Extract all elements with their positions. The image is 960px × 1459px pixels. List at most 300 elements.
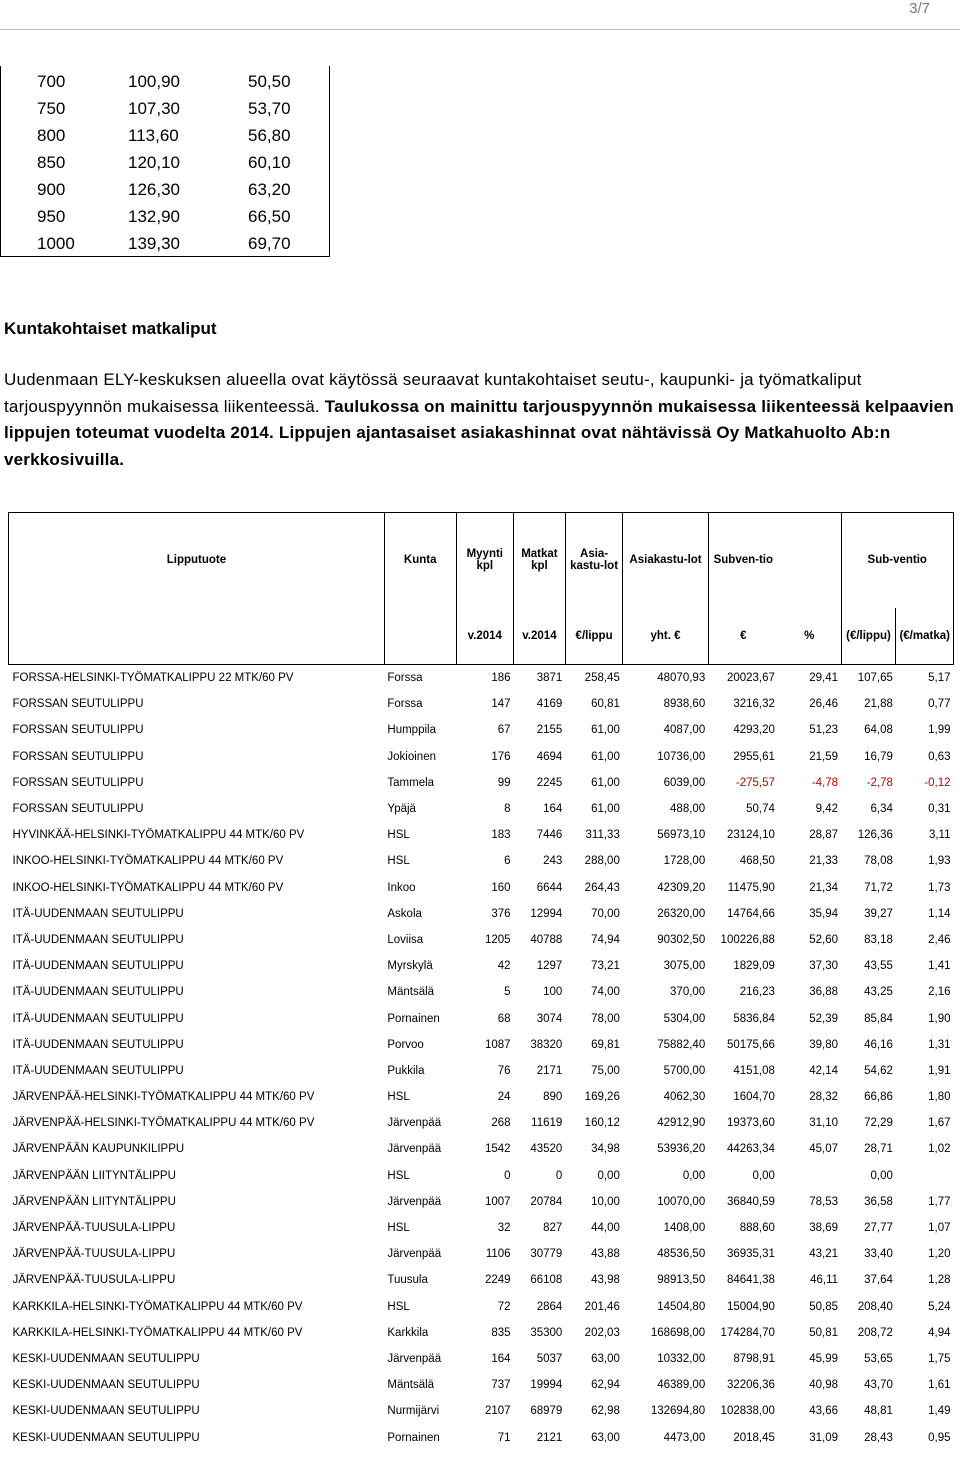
cell-lipputuote: KESKI-UUDENMAAN SEUTULIPPU: [12, 1352, 200, 1365]
cell-value: 835: [491, 1326, 511, 1339]
price-table: [0, 66, 330, 257]
table-row: [9, 1032, 954, 1058]
cell-value: 75882,40: [657, 1038, 706, 1051]
cell-value: 1,20: [928, 1248, 951, 1261]
cell-value: 1,91: [928, 1064, 951, 1077]
cell-value: 78,00: [591, 1012, 620, 1025]
cell-value: 1,49: [928, 1405, 951, 1418]
header-subventio: Subven-tio: [708, 513, 778, 608]
cell-value: 10332,00: [657, 1352, 706, 1365]
cell-value: 0,95: [928, 1431, 951, 1444]
cell-value: 31,09: [809, 1431, 839, 1444]
cell-value: 1007: [484, 1195, 511, 1208]
cell-value: 35300: [530, 1326, 563, 1339]
cell-value: 63,00: [591, 1431, 620, 1444]
cell-value: 43,21: [809, 1248, 839, 1261]
cell-value: [896, 1163, 954, 1189]
cell-value: 3216,32: [733, 698, 775, 711]
subheader-empty-1: [9, 608, 385, 665]
cell-value: 888,60: [739, 1222, 775, 1235]
cell-value: 1,73: [928, 881, 951, 894]
cell-value: 42912,90: [657, 1117, 706, 1130]
cell-value: 51,23: [809, 724, 839, 737]
cell-value: 1,77: [928, 1195, 951, 1208]
header-asiakastulot-lippu: Asia-kastu-lot: [565, 513, 623, 608]
price-cell: 53,70: [248, 99, 291, 118]
cell-kunta: Askola: [387, 907, 422, 920]
cell-value: 6039,00: [663, 776, 706, 789]
cell-value: 28,87: [809, 829, 839, 842]
cell-value: 70,00: [591, 907, 620, 920]
cell-value: 1087: [484, 1038, 511, 1051]
cell-kunta: Humppila: [387, 724, 436, 737]
subheader-asiak-lippu: €/lippu: [565, 608, 623, 665]
header-matkat: Matkat kpl: [514, 513, 566, 608]
cell-value: 62,94: [591, 1379, 620, 1392]
cell-kunta: Järvenpää: [387, 1352, 442, 1365]
cell-value: 83,18: [864, 933, 893, 946]
cell-value: 3871: [536, 672, 563, 685]
cell-value: 268: [491, 1117, 511, 1130]
cell-value: 1,93: [928, 855, 951, 868]
cell-value: 64,08: [864, 724, 893, 737]
cell-value: 1,99: [928, 724, 951, 737]
cell-value: 68: [497, 1012, 511, 1025]
cell-value: 6644: [536, 881, 563, 894]
cell-value: [778, 1163, 841, 1189]
cell-value: -0,12: [924, 776, 951, 789]
cell-value: 30779: [530, 1248, 563, 1261]
cell-kunta: Järvenpää: [387, 1248, 442, 1261]
subheader-empty-2: [384, 608, 456, 665]
subheader-subv-pct: %: [778, 608, 841, 665]
cell-value: 2155: [536, 724, 563, 737]
cell-value: 60,81: [591, 698, 620, 711]
cell-value: 26320,00: [657, 907, 706, 920]
cell-value: 3,11: [928, 829, 951, 842]
cell-value: 164: [491, 1352, 511, 1365]
table-row: [9, 1058, 954, 1084]
cell-value: 370,00: [670, 986, 706, 999]
cell-value: 208,72: [857, 1326, 893, 1339]
table-row: [9, 953, 954, 979]
cell-value: 61,00: [591, 776, 620, 789]
cell-value: 11475,90: [727, 881, 775, 894]
subheader-matkat: v.2014: [514, 608, 566, 665]
cell-value: 20784: [530, 1195, 563, 1208]
cell-kunta: Tuusula: [387, 1274, 428, 1287]
cell-lipputuote: FORSSAN SEUTULIPPU: [12, 724, 144, 737]
table-row: [9, 1241, 954, 1267]
cell-value: 2245: [536, 776, 563, 789]
cell-value: 26,46: [809, 698, 839, 711]
cell-value: 183: [491, 829, 511, 842]
cell-lipputuote: KESKI-UUDENMAAN SEUTULIPPU: [12, 1431, 200, 1444]
cell-lipputuote: JÄRVENPÄÄN LIITYNTÄLIPPU: [12, 1169, 176, 1182]
table-row: [9, 1163, 954, 1189]
cell-kunta: Ypäjä: [387, 803, 416, 816]
cell-value: 100: [543, 986, 563, 999]
cell-value: 4087,00: [663, 724, 706, 737]
cell-value: 0,00: [597, 1169, 620, 1182]
cell-lipputuote: INKOO-HELSINKI-TYÖMATKALIPPU 44 MTK/60 PV: [12, 881, 284, 894]
cell-value: 36935,31: [726, 1248, 775, 1261]
cell-value: 42,14: [809, 1064, 839, 1077]
table-row: [9, 1084, 954, 1110]
cell-lipputuote: ITÄ-UUDENMAAN SEUTULIPPU: [12, 933, 184, 946]
cell-kunta: Järvenpää: [387, 1195, 442, 1208]
cell-value: 890: [543, 1091, 563, 1104]
cell-value: 66,86: [864, 1091, 893, 1104]
subheader-subv-eur: €: [708, 608, 778, 665]
cell-value: 32206,36: [726, 1379, 775, 1392]
cell-value: 1,02: [928, 1143, 951, 1156]
table-row: [9, 979, 954, 1005]
cell-value: 208,40: [857, 1300, 893, 1313]
cell-value: 43,88: [591, 1248, 620, 1261]
cell-value: 1,31: [928, 1038, 951, 1051]
cell-value: 14764,66: [726, 907, 775, 920]
cell-lipputuote: KARKKILA-HELSINKI-TYÖMATKALIPPU 44 MTK/60 PV: [12, 1300, 303, 1313]
subheader-subv-lippu: (€/lippu): [841, 608, 896, 665]
price-row: [1, 122, 329, 149]
cell-value: 38,69: [809, 1222, 839, 1235]
cell-value: 35,94: [809, 907, 839, 920]
cell-value: 0,00: [682, 1169, 706, 1182]
cell-value: 34,98: [591, 1143, 620, 1156]
cell-value: 28,43: [864, 1431, 893, 1444]
price-cell: 113,60: [128, 126, 179, 145]
cell-value: 201,46: [584, 1300, 620, 1313]
cell-value: 62,98: [591, 1405, 620, 1418]
subheader-asiak-yht: yht. €: [623, 608, 708, 665]
price-row: [1, 176, 329, 203]
cell-value: 28,71: [864, 1143, 893, 1156]
cell-value: 2107: [484, 1405, 511, 1418]
table-row: [9, 901, 954, 927]
cell-lipputuote: ITÄ-UUDENMAAN SEUTULIPPU: [12, 986, 184, 999]
cell-value: 43,55: [864, 960, 893, 973]
cell-lipputuote: KESKI-UUDENMAAN SEUTULIPPU: [12, 1379, 200, 1392]
cell-value: 8798,91: [733, 1352, 775, 1365]
cell-value: 160,12: [584, 1117, 620, 1130]
cell-value: 43,66: [809, 1405, 839, 1418]
cell-value: 21,34: [809, 881, 839, 894]
cell-value: 32: [497, 1222, 511, 1235]
table-row: [9, 822, 954, 848]
cell-value: 85,84: [864, 1012, 893, 1025]
cell-lipputuote: FORSSAN SEUTULIPPU: [12, 698, 144, 711]
cell-value: -2,78: [866, 776, 893, 789]
cell-value: 1,67: [928, 1117, 951, 1130]
cell-value: 288,00: [584, 855, 620, 868]
cell-value: -275,57: [735, 776, 775, 789]
table-row: [9, 875, 954, 901]
cell-kunta: HSL: [387, 1091, 410, 1104]
table-row: [9, 1005, 954, 1031]
cell-value: 7446: [536, 829, 563, 842]
header-lipputuote: Lipputuote: [9, 513, 385, 608]
cell-value: 61,00: [591, 803, 620, 816]
cell-value: 100226,88: [720, 933, 775, 946]
cell-value: 243: [543, 855, 563, 868]
cell-value: 84641,38: [726, 1274, 775, 1287]
cell-value: -4,78: [811, 776, 839, 789]
cell-value: 52,60: [809, 933, 839, 946]
header-myynti: Myynti kpl: [456, 513, 514, 608]
ticket-table: [8, 512, 954, 1451]
price-cell: 132,90: [128, 207, 180, 226]
table-row: [9, 1136, 954, 1162]
cell-value: 43520: [530, 1143, 563, 1156]
cell-value: 72: [497, 1300, 511, 1313]
cell-kunta: HSL: [387, 1300, 410, 1313]
table-row: [9, 744, 954, 770]
cell-kunta: Tammela: [387, 776, 435, 789]
cell-kunta: Forssa: [387, 672, 423, 685]
cell-kunta: Mäntsälä: [387, 1379, 435, 1392]
cell-value: 36,58: [864, 1195, 893, 1208]
cell-kunta: Forssa: [387, 698, 423, 711]
price-cell: 50,50: [248, 72, 291, 91]
cell-value: 74,94: [591, 933, 620, 946]
cell-value: 2249: [484, 1274, 511, 1287]
cell-value: 21,33: [809, 855, 839, 868]
price-cell: 139,30: [128, 234, 180, 253]
cell-value: 74,00: [591, 986, 620, 999]
cell-value: 43,70: [864, 1379, 893, 1392]
subheader-subv-matka: (€/matka): [896, 608, 954, 665]
cell-value: 4293,20: [733, 724, 775, 737]
cell-kunta: HSL: [387, 829, 410, 842]
section-title: Kuntakohtaiset matkaliput: [4, 319, 217, 338]
cell-value: 46389,00: [657, 1379, 706, 1392]
cell-value: 19994: [530, 1379, 563, 1392]
cell-value: 50,74: [746, 803, 775, 816]
cell-value: 1542: [484, 1143, 511, 1156]
intro-bold: Taulukossa on mainittu tarjouspyynnön mukaisessa liikenteessä kelpaavien lippujen toteumat vuodelta 2014. Lippujen ajantasaiset asiakashinnat ovat nähtävissä Oy Matkahuolto Ab:n verkkosivuilla.: [4, 396, 954, 469]
cell-value: 11619: [531, 1117, 563, 1130]
cell-value: 2018,45: [733, 1431, 775, 1444]
table-row: [9, 691, 954, 717]
price-row: [1, 230, 329, 257]
cell-kunta: Jokioinen: [387, 750, 436, 763]
cell-value: 4169: [536, 698, 563, 711]
cell-value: 126,36: [857, 829, 893, 842]
price-row: [1, 203, 329, 230]
price-cell: 107,30: [128, 99, 180, 118]
table-row: [9, 1267, 954, 1293]
cell-kunta: HSL: [387, 1222, 410, 1235]
cell-value: 71: [497, 1431, 511, 1444]
cell-value: 36,88: [809, 986, 839, 999]
cell-value: 28,32: [809, 1091, 839, 1104]
table-row: [9, 1424, 954, 1450]
cell-value: 8: [504, 803, 511, 816]
cell-value: 737: [491, 1379, 511, 1392]
cell-lipputuote: JÄRVENPÄÄN KAUPUNKILIPPU: [12, 1143, 185, 1156]
cell-value: 1,80: [928, 1091, 951, 1104]
table-row: [9, 665, 954, 692]
table-row: [9, 770, 954, 796]
cell-value: 0,77: [928, 698, 951, 711]
cell-value: 5: [504, 986, 511, 999]
table-row: [9, 1294, 954, 1320]
cell-lipputuote: FORSSA-HELSINKI-TYÖMATKALIPPU 22 MTK/60 PV: [12, 672, 294, 685]
table-row: [9, 927, 954, 953]
cell-value: 1,14: [928, 907, 951, 920]
cell-value: 147: [491, 698, 511, 711]
cell-value: 2864: [536, 1300, 563, 1313]
cell-kunta: Nurmijärvi: [387, 1405, 440, 1418]
cell-value: 0,63: [928, 750, 951, 763]
cell-value: 40,98: [809, 1379, 839, 1392]
cell-value: 169,26: [584, 1091, 620, 1104]
cell-value: 6,34: [870, 803, 893, 816]
cell-value: 258,45: [584, 672, 620, 685]
cell-value: 1205: [484, 933, 511, 946]
cell-value: 0,00: [870, 1169, 893, 1182]
cell-kunta: HSL: [387, 1169, 410, 1182]
price-cell: 126,30: [128, 180, 180, 199]
cell-kunta: Myrskylä: [387, 960, 433, 973]
cell-value: 16,79: [864, 750, 893, 763]
cell-value: 6: [504, 855, 511, 868]
cell-value: 23124,10: [726, 829, 775, 842]
cell-kunta: Inkoo: [387, 881, 416, 894]
cell-value: 73,21: [591, 960, 620, 973]
cell-value: 5700,00: [663, 1064, 706, 1077]
cell-lipputuote: FORSSAN SEUTULIPPU: [12, 803, 144, 816]
cell-value: 1,90: [928, 1012, 951, 1025]
cell-value: 68979: [530, 1405, 563, 1418]
cell-value: 0: [504, 1169, 511, 1182]
price-cell: 900: [37, 180, 66, 199]
cell-value: 99: [497, 776, 511, 789]
cell-value: 27,77: [864, 1222, 893, 1235]
cell-value: 31,10: [809, 1117, 839, 1130]
cell-value: 4,94: [928, 1326, 951, 1339]
cell-value: 202,03: [584, 1326, 620, 1339]
price-cell: 100,90: [128, 72, 180, 91]
price-row: [1, 95, 329, 122]
cell-kunta: Järvenpää: [387, 1143, 442, 1156]
price-row: [1, 149, 329, 176]
cell-value: 1,28: [928, 1274, 951, 1287]
cell-value: 56973,10: [657, 829, 706, 842]
cell-value: 20023,67: [726, 672, 775, 685]
cell-value: 4062,30: [663, 1091, 706, 1104]
price-cell: 56,80: [248, 126, 291, 145]
header-asiakastulot-yht: Asiakastu-lot: [623, 513, 708, 608]
cell-value: 0,00: [752, 1169, 775, 1182]
cell-value: 43,98: [591, 1274, 620, 1287]
cell-value: 4473,00: [663, 1431, 706, 1444]
cell-value: 67: [497, 724, 511, 737]
cell-value: 264,43: [584, 881, 620, 894]
cell-value: 61,00: [591, 724, 620, 737]
cell-value: 46,11: [810, 1274, 839, 1287]
cell-kunta: Mäntsälä: [387, 986, 435, 999]
cell-value: 0: [555, 1169, 563, 1182]
cell-value: 69,81: [591, 1038, 620, 1051]
page-number: 3/7: [909, 0, 930, 17]
cell-value: 107,65: [857, 672, 893, 685]
cell-value: 61,00: [591, 750, 620, 763]
cell-kunta: Loviisa: [387, 933, 424, 946]
cell-value: 376: [491, 907, 511, 920]
price-cell: 950: [37, 207, 66, 226]
cell-value: 37,64: [864, 1274, 893, 1287]
cell-value: 2121: [536, 1431, 563, 1444]
cell-kunta: Karkkila: [387, 1326, 429, 1339]
cell-value: 1106: [485, 1248, 511, 1261]
cell-lipputuote: KARKKILA-HELSINKI-TYÖMATKALIPPU 44 MTK/60 PV: [12, 1326, 303, 1339]
cell-lipputuote: INKOO-HELSINKI-TYÖMATKALIPPU 44 MTK/60 PV: [12, 855, 284, 868]
cell-value: 132694,80: [650, 1405, 706, 1418]
cell-kunta: Porvoo: [387, 1038, 424, 1051]
cell-value: 33,40: [864, 1248, 893, 1261]
cell-value: 44,00: [591, 1222, 620, 1235]
table-row: [9, 717, 954, 743]
cell-value: 53936,20: [657, 1143, 706, 1156]
cell-value: 42: [497, 960, 511, 973]
cell-value: 5037: [536, 1352, 563, 1365]
cell-value: 54,62: [864, 1064, 893, 1077]
cell-value: 76: [497, 1064, 511, 1077]
cell-value: 1,07: [928, 1222, 951, 1235]
header-rule: [0, 29, 960, 30]
cell-value: 53,65: [864, 1352, 893, 1365]
cell-value: 1,75: [928, 1352, 951, 1365]
price-row: [1, 68, 329, 95]
cell-value: 160: [491, 881, 511, 894]
cell-lipputuote: JÄRVENPÄÄ-HELSINKI-TYÖMATKALIPPU 44 MTK/60 PV: [12, 1117, 315, 1130]
cell-value: 21,59: [809, 750, 839, 763]
price-cell: 120,10: [128, 153, 180, 172]
cell-value: 216,23: [739, 986, 775, 999]
cell-value: 0,31: [928, 803, 951, 816]
cell-value: 14504,80: [657, 1300, 706, 1313]
cell-value: 1,61: [928, 1379, 951, 1392]
cell-value: 42309,20: [657, 881, 706, 894]
cell-lipputuote: ITÄ-UUDENMAAN SEUTULIPPU: [12, 1038, 184, 1051]
cell-lipputuote: FORSSAN SEUTULIPPU: [12, 776, 144, 789]
cell-lipputuote: JÄRVENPÄÄ-HELSINKI-TYÖMATKALIPPU 44 MTK/60 PV: [12, 1091, 315, 1104]
cell-value: 5836,84: [733, 1012, 775, 1025]
table-row: [9, 1215, 954, 1241]
table-row: [9, 848, 954, 874]
cell-value: 2171: [536, 1064, 563, 1077]
table-row: [9, 796, 954, 822]
cell-value: 50,81: [809, 1326, 839, 1339]
price-cell: 63,20: [248, 180, 291, 199]
cell-value: 5,17: [928, 672, 951, 685]
cell-value: 10736,00: [657, 750, 706, 763]
price-cell: 850: [37, 153, 66, 172]
cell-value: 63,00: [591, 1352, 620, 1365]
cell-kunta: Pornainen: [387, 1431, 440, 1444]
cell-value: 186: [491, 672, 511, 685]
cell-value: 311,33: [585, 829, 620, 842]
cell-lipputuote: ITÄ-UUDENMAAN SEUTULIPPU: [12, 1064, 184, 1077]
cell-value: 36840,59: [726, 1195, 775, 1208]
cell-value: 66108: [530, 1274, 563, 1287]
cell-value: 29,41: [809, 672, 839, 685]
cell-value: 90302,50: [657, 933, 706, 946]
cell-value: 1829,09: [733, 960, 775, 973]
cell-value: 15004,90: [726, 1300, 775, 1313]
